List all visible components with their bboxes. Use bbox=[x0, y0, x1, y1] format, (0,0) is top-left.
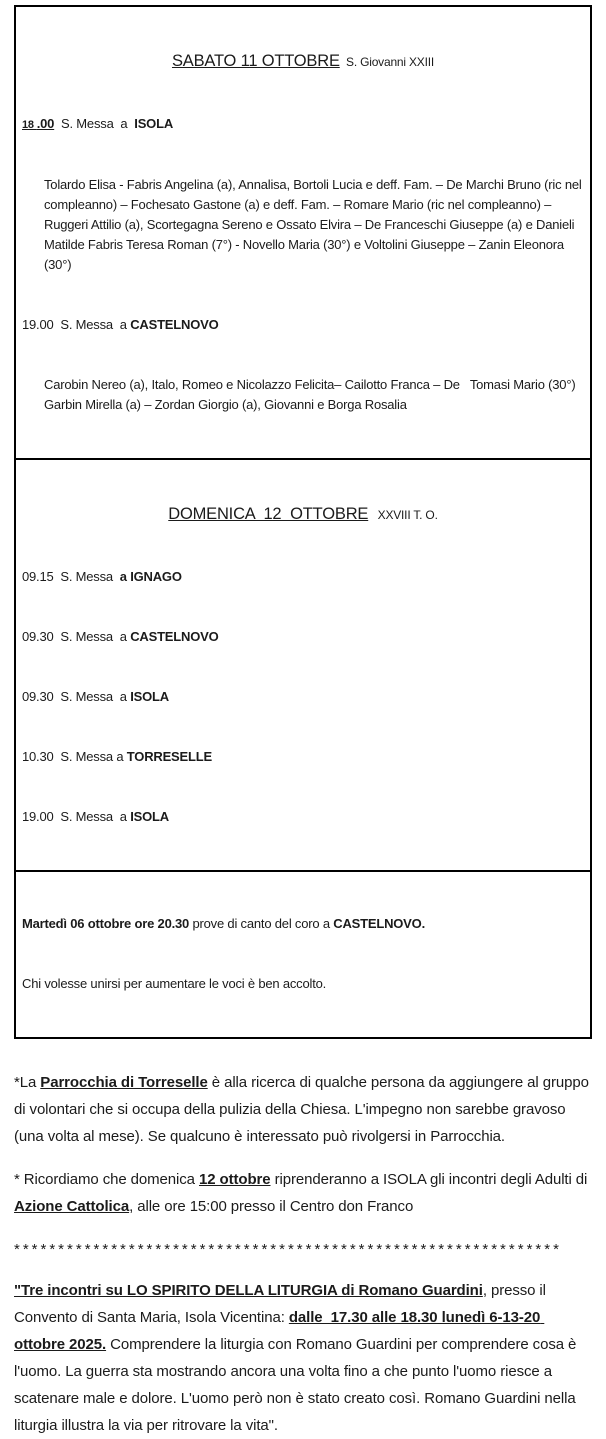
mass-entry-isola-1800: 18 .00 S. Messa a ISOLA bbox=[22, 116, 174, 131]
sunday-header: DOMENICA 12 OTTOBRE XXVIII T. O. bbox=[168, 505, 438, 523]
mass-entry: 09.30 S. Messa a CASTELNOVO bbox=[22, 629, 219, 644]
azione-cattolica-paragraph: * Ricordiamo che domenica 12 ottobre riprenderanno a ISOLA gli incontri degli Adulti di Azione Cattolica, alle ore 15:00 presso il Centro don Franco bbox=[14, 1171, 592, 1215]
mass-entry-castelnovo-1900: 19.00 S. Messa a CASTELNOVO bbox=[22, 317, 219, 332]
table-row bbox=[15, 459, 591, 871]
sunday-section bbox=[15, 459, 591, 871]
guardini-paragraph: "Tre incontri su LO SPIRITO DELLA LITURGIA di Romano Guardini, presso il Convento di Santa Maria, Isola Vicentina: dalle 17.30 alle 18.30 lunedì 6-13-20 ottobre 2025. Comprendere la liturgia con Romano Guardini per comprendere cosa è l'uomo. La guerra sta mostrando ancora una volta fino a che punto l'uomo riesce a scatenare male e dolore. L'uomo però non è stato creato così. Romano Guardini nella liturgia illustra la via per ritrovare la vita". bbox=[14, 1282, 581, 1434]
table-row bbox=[15, 871, 591, 1038]
mass-entry: 10.30 S. Messa a TORRESELLE bbox=[22, 749, 212, 764]
table-row bbox=[15, 6, 591, 459]
mass-intentions-isola: Tolardo Elisa - Fabris Angelina (a), Annalisa, Bortoli Lucia e deff. Fam. – De Marchi Bruno (ric nel compleanno) – Fochesato Gastone (a) e deff. Fam. – Romare Mario (ric nel compleanno) – Ruggeri Attilio (a), Scortegagna Sereno e Ossato Elvira – De Franceschi Giuseppe (a) e Danieli Matilde Fabris Teresa Roman (7°) - Novello Maria (30°) e Voltolini Giuseppe – Zanin Eleonora (30°) bbox=[44, 177, 585, 272]
choir-note-line1: Martedì 06 ottobre ore 20.30 prove di canto del coro a CASTELNOVO. bbox=[22, 916, 425, 931]
mass-entry: 19.00 S. Messa a ISOLA bbox=[22, 809, 169, 824]
announcements bbox=[14, 1069, 592, 1439]
mass-entry: 09.15 S. Messa a IGNAGO bbox=[22, 569, 182, 584]
torreselle-paragraph: *La Parrocchia di Torreselle è alla ricerca di qualche persona da aggiungere al gruppo di volontari che si occupa della pulizia della Chiesa. L'impegno non sarebbe gravoso (una volta al mese). Se qualcuno è interessato può rivolgersi in Parrocchia. bbox=[14, 1074, 593, 1145]
choir-note-line2: Chi volesse unirsi per aumentare le voci è ben accolto. bbox=[22, 976, 327, 991]
saturday-section bbox=[15, 6, 591, 459]
mass-schedule-table bbox=[14, 5, 592, 1039]
separator-stars: ************************************************************** bbox=[14, 1241, 562, 1258]
mass-entry: 09.30 S. Messa a ISOLA bbox=[22, 689, 169, 704]
choir-note-section bbox=[15, 871, 591, 1038]
saturday-header: SABATO 11 OTTOBRE S. Giovanni XXIII bbox=[171, 52, 434, 70]
mass-intentions-castelnovo: Carobin Nereo (a), Italo, Romeo e Nicolazzo Felicita– Cailotto Franca – De Tomasi Mario (30°) Garbin Mirella (a) – Zordan Giorgio (a), Giovanni e Borga Rosalia bbox=[44, 377, 579, 412]
